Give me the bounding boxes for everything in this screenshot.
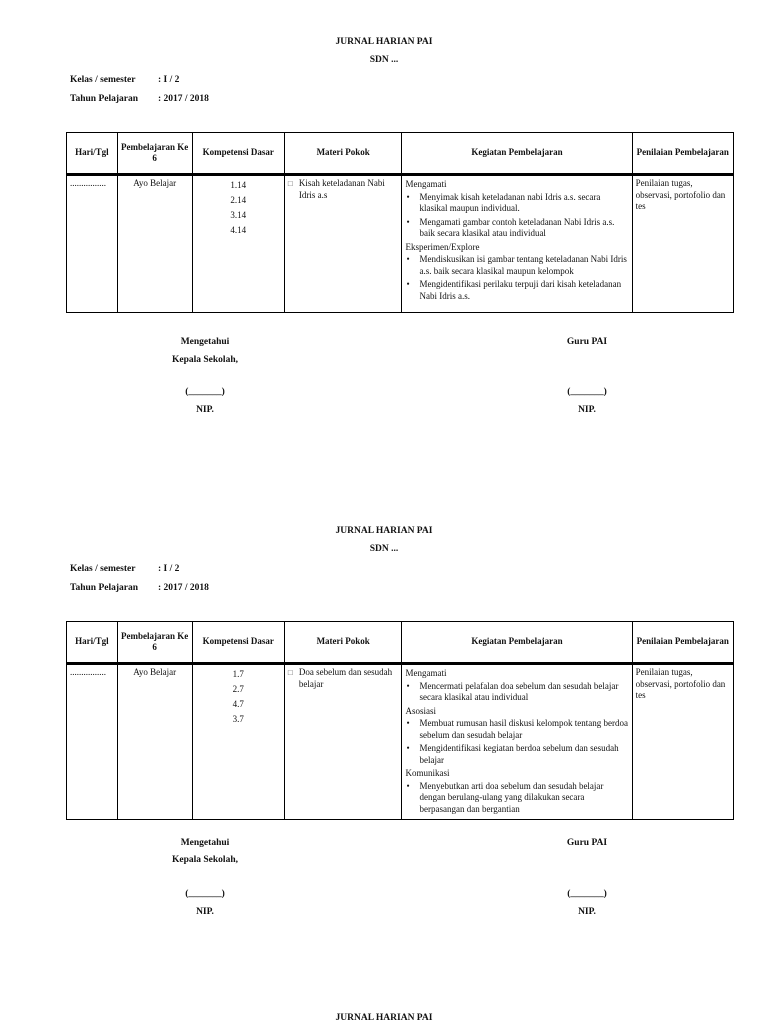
mengetahui-label: Mengetahui [180,337,230,347]
kelas-row [70,75,179,85]
journal-title: JURNAL HARIAN PAI [335,526,433,536]
kepala-sekolah-label: Kepala Sekolah, [172,355,238,365]
signature-line-left: (_______) [185,889,225,899]
kd-item: 1.7 [232,669,244,679]
kd-cell [192,175,284,313]
school-name: SDN ... [369,544,399,554]
header-penilaian: Penilaian Pembelajaran [632,133,733,175]
kegiatan-heading: Komunikasi [405,768,450,778]
header-pembelajaran: Pembelajaran Ke 6 [117,622,192,664]
kelas-value: : I / 2 [158,75,180,85]
header-kegiatan: Kegiatan Pembelajaran [402,622,632,664]
bullet-icon: • [406,743,410,753]
kd-item: 4.7 [232,699,244,709]
next-journal-title: JURNAL HARIAN PAI [335,1013,433,1023]
header-materi: Materi Pokok [284,133,402,175]
kegiatan-item-text: Mengamati gambar contoh keteladanan Nabi Idris a.s. baik secara klasikal atau individual [419,216,615,238]
kd-item: 2.14 [230,195,247,205]
kelas-value: : I / 2 [158,564,180,574]
bullet-icon: • [406,680,410,691]
header-hari: Hari/Tgl [67,622,118,664]
list-item [405,217,628,240]
kd-item: 2.7 [232,684,244,694]
penilaian-cell: Penilaian tugas, observasi, portofolio dan tes [632,175,733,313]
nip-left: NIP. [196,907,214,917]
tahun-row [70,583,209,593]
tahun-label: Tahun Pelajaran [70,94,139,104]
kegiatan-item-text: Menyebutkan arti doa sebelum dan sesudah belajar dengan berulang-ulang yang dilakukan secara berpasangan dan bergantian [419,780,604,814]
kegiatan-item-text: Mendiskusikan isi gambar tentang keteladanan Nabi Idris a.s. baik secara klasikal maupun kelompok [419,254,627,276]
header-kegiatan: Kegiatan Pembelajaran [402,133,632,175]
guru-pai-label: Guru PAI [566,337,608,347]
checkbox-icon: □ [287,179,293,188]
table-header-row [67,133,734,175]
kd-item: 1.14 [230,180,247,190]
header-pembelajaran: Pembelajaran Ke 6 [117,133,192,175]
guru-pai-label: Guru PAI [566,838,608,848]
tahun-label: Tahun Pelajaran [70,583,139,593]
kd-item: 3.14 [230,210,247,220]
kegiatan-heading: Asosiasi [405,705,436,716]
hari-cell: ................ [67,664,118,820]
journal-table [66,621,734,820]
kelas-label: Kelas / semester [70,75,136,85]
list-item [405,718,628,741]
journal-1 [0,0,768,480]
penilaian-cell: Penilaian tugas, observasi, portofolio dan tes [632,664,733,820]
materi-text: Doa sebelum dan sesudah belajar [298,667,393,689]
journal-title: JURNAL HARIAN PAI [335,37,433,47]
bullet-icon: • [406,216,410,227]
nip-left: NIP. [196,405,214,415]
school-name: SDN ... [369,55,399,65]
list-item [405,279,628,302]
list-item [405,743,628,766]
bullet-icon: • [406,780,410,791]
tahun-value: : 2017 / 2018 [158,583,209,593]
nip-right: NIP. [578,405,596,415]
list-item [405,681,628,704]
checkbox-icon: □ [287,668,293,677]
kd-item: 4.14 [230,225,247,235]
materi-cell [284,175,402,313]
list-item [405,192,628,215]
header-hari: Hari/Tgl [67,133,118,175]
tahun-row [70,94,209,104]
kegiatan-heading: Mengamati [405,179,447,189]
materi-cell [284,664,402,820]
kegiatan-item-text: Mencermati pelafalan doa sebelum dan sesudah belajar secara klasikal atau individual [419,680,619,702]
journal-table [66,132,734,313]
kegiatan-item-text: Membuat rumusan hasil diskusi kelompok tentang berdoa sebelum dan sesudah belajar [419,718,628,740]
bullet-icon: • [406,718,410,728]
list-item [405,254,628,277]
signature-line-right: (_______) [567,387,607,397]
kegiatan-heading: Mengamati [405,668,447,678]
kegiatan-item-text: Mengidentifikasi perilaku terpuji dari kisah keteladanan Nabi Idris a.s. [419,279,622,301]
header-materi: Materi Pokok [284,622,402,664]
bullet-icon: • [406,254,410,264]
bullet-icon: • [406,191,410,202]
pembelajaran-cell: Ayo Belajar [117,664,192,820]
kelas-row [70,564,179,574]
signature-line-right: (_______) [567,889,607,899]
pembelajaran-cell: Ayo Belajar [117,175,192,313]
hari-cell: ................ [67,175,118,313]
table-row [67,664,734,820]
list-item [405,781,628,816]
kd-item: 3.7 [232,714,244,724]
kepala-sekolah-label: Kepala Sekolah, [172,855,238,865]
mengetahui-label: Mengetahui [180,838,230,848]
kegiatan-item-text: Mengidentifikasi kegiatan berdoa sebelum dan sesudah belajar [419,743,619,765]
nip-right: NIP. [578,907,596,917]
kd-cell [192,664,284,820]
kegiatan-item-text: Menyimak kisah keteladanan nabi Idris a.s. secara klasikal maupun individual. [419,191,601,213]
kegiatan-heading: Eksperimen/Explore [405,241,480,252]
tahun-value: : 2017 / 2018 [158,94,209,104]
materi-text: Kisah keteladanan Nabi Idris a.s [298,178,385,200]
kegiatan-cell [402,664,632,820]
header-kd: Kompetensi Dasar [192,622,284,664]
bullet-icon: • [406,279,410,289]
kegiatan-cell [402,175,632,313]
journal-2 [0,489,768,969]
table-header-row [67,622,734,664]
kelas-label: Kelas / semester [70,564,136,574]
signature-line-left: (_______) [185,387,225,397]
table-row [67,175,734,313]
header-kd: Kompetensi Dasar [192,133,284,175]
header-penilaian: Penilaian Pembelajaran [632,622,733,664]
